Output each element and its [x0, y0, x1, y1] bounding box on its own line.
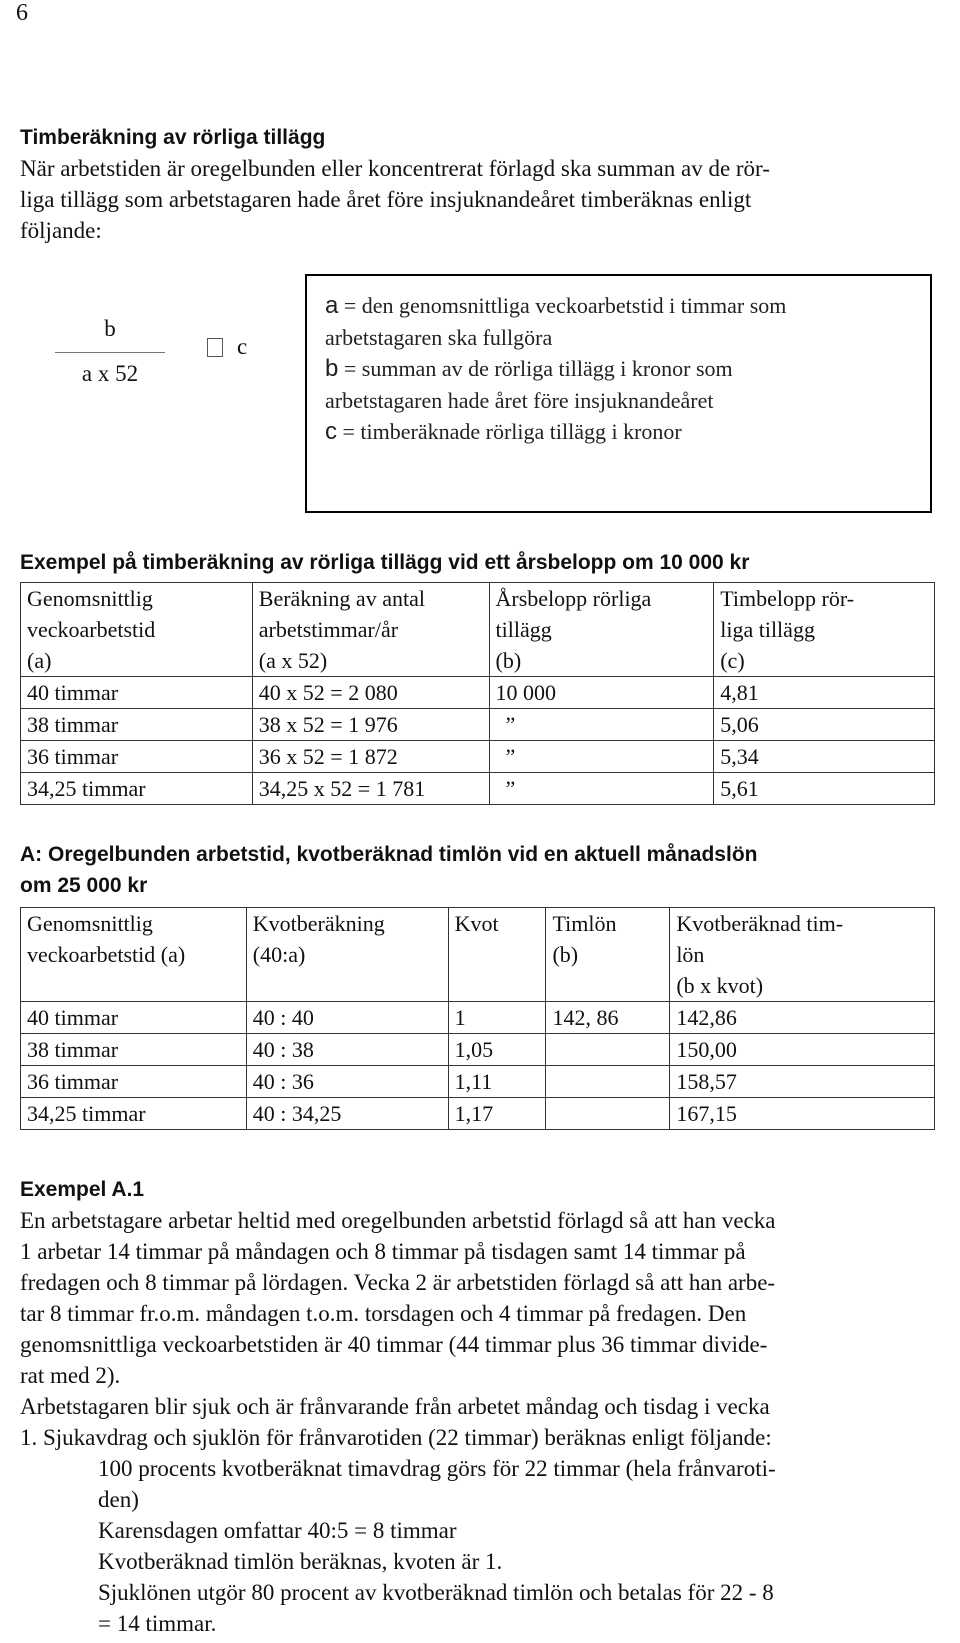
- body-line: 1 arbetar 14 timmar på måndagen och 8 timmar på tisdagen samt 14 timmar på: [20, 1239, 746, 1264]
- table-cell: 5,06: [714, 709, 935, 741]
- definition-a-cont: arbetstagaren ska fullgöra: [325, 324, 553, 350]
- example-heading: Exempel A.1: [20, 1178, 145, 1201]
- table-row: [21, 1034, 935, 1066]
- body-line: genomsnittliga veckoarbetstiden är 40 timmar (44 timmar plus 36 timmar divide-: [20, 1332, 768, 1357]
- table-header-cell: Timbelopp rör- liga tillägg (c): [714, 583, 935, 677]
- table-row: [21, 1066, 935, 1098]
- formula-result: [207, 334, 247, 360]
- body-line: tar 8 timmar fr.o.m. måndagen t.o.m. torsdagen och 4 timmar på fredagen. Den: [20, 1301, 747, 1326]
- table-cell: 1,11: [448, 1066, 546, 1098]
- table-cell: [546, 1034, 670, 1066]
- intro-line: När arbetstiden är oregelbunden eller koncentrerat förlagd ska summan av de rör-: [20, 156, 770, 181]
- table-cell: 36 timmar: [21, 741, 253, 773]
- table-cell: 1,17: [448, 1098, 546, 1130]
- intro-line: liga tillägg som arbetstagaren hade året före insjuknandeåret timberäknas enligt: [20, 187, 752, 212]
- table-header-cell: Kvotberäknad tim- lön (b x kvot): [670, 908, 935, 1002]
- table-row: [21, 677, 935, 709]
- table-row: [21, 1098, 935, 1130]
- table-cell: 36 timmar: [21, 1066, 247, 1098]
- table-cell: 40 : 34,25: [246, 1098, 448, 1130]
- table-cell: 5,61: [714, 773, 935, 805]
- table-cell: 36 x 52 = 1 872: [252, 741, 489, 773]
- table-cell: 40 timmar: [21, 1002, 247, 1034]
- table-cell: 5,34: [714, 741, 935, 773]
- indented-line: = 14 timmar.: [98, 1611, 217, 1636]
- formula-denominator: a x 52: [81, 361, 139, 386]
- table-row: [21, 709, 935, 741]
- formula-fraction: [55, 314, 165, 389]
- table-row: [21, 773, 935, 805]
- body-line: Arbetstagaren blir sjuk och är frånvarande från arbetet måndag och tisdag i vecka: [20, 1394, 770, 1419]
- formula-result-var: c: [237, 334, 248, 359]
- table-cell: 38 timmar: [21, 1034, 247, 1066]
- table-header-row: [21, 583, 935, 677]
- table-header-cell: Genomsnittlig veckoarbetstid (a): [21, 583, 253, 677]
- table-cell: 10 000: [489, 677, 714, 709]
- table-header-cell: Genomsnittlig veckoarbetstid (a): [21, 908, 247, 1002]
- approx-symbol-icon: [207, 338, 223, 357]
- definition-a: a = den genomsnittliga veckoarbetstid i timmar som: [325, 292, 787, 319]
- definitions-box: [305, 274, 932, 513]
- formula-numerator: b: [104, 316, 116, 341]
- table-cell: 142,86: [670, 1002, 935, 1034]
- table-header-cell: Kvotberäkning (40:a): [246, 908, 448, 1002]
- table-cell: 167,15: [670, 1098, 935, 1130]
- table-header-cell: Timlön (b): [546, 908, 670, 1002]
- table-cell: 40 : 36: [246, 1066, 448, 1098]
- intro-line: följande:: [20, 218, 102, 243]
- table-cell: ”: [489, 741, 714, 773]
- example-table: [20, 582, 935, 805]
- table-cell: 38 x 52 = 1 976: [252, 709, 489, 741]
- table-header-cell: Kvot: [448, 908, 546, 1002]
- table-cell: ”: [489, 709, 714, 741]
- table-cell: 34,25 timmar: [21, 773, 253, 805]
- indented-line: Kvotberäknad timlön beräknas, kvoten är 1.: [98, 1549, 503, 1574]
- page-content: [20, 122, 935, 1639]
- indented-line: Karensdagen omfattar 40:5 = 8 timmar: [98, 1518, 457, 1543]
- table-cell: 40 : 40: [246, 1002, 448, 1034]
- table-cell: [546, 1098, 670, 1130]
- table-cell: 40 : 38: [246, 1034, 448, 1066]
- table-cell: 1: [448, 1002, 546, 1034]
- body-line: En arbetstagare arbetar heltid med oregelbunden arbetstid förlagd så att han vecka: [20, 1208, 776, 1233]
- table-row: [21, 1002, 935, 1034]
- section-heading: A: Oregelbunden arbetstid, kvotberäknad timlön vid en aktuell månadslön: [20, 843, 758, 866]
- example-heading: Exempel på timberäkning av rörliga tillägg vid ett årsbelopp om 10 000 kr: [20, 551, 750, 574]
- fraction-bar: [55, 352, 165, 353]
- page-number: 6: [16, 0, 28, 26]
- table-cell: 40 timmar: [21, 677, 253, 709]
- table-cell: 34,25 x 52 = 1 781: [252, 773, 489, 805]
- body-line: 1. Sjukavdrag och sjuklön för frånvarotiden (22 timmar) beräknas enligt följande:: [20, 1425, 772, 1450]
- table-cell: 38 timmar: [21, 709, 253, 741]
- body-line: fredagen och 8 timmar på lördagen. Vecka 2 är arbetstiden förlagd så att han arbe-: [20, 1270, 776, 1295]
- table-header-row: [21, 908, 935, 1002]
- table-cell: 34,25 timmar: [21, 1098, 247, 1130]
- indented-line: Sjuklönen utgör 80 procent av kvotberäknad timlön och betalas för 22 - 8: [98, 1580, 774, 1605]
- section-heading-cont: om 25 000 kr: [20, 874, 148, 897]
- table-cell: 158,57: [670, 1066, 935, 1098]
- indented-line: 100 procents kvotberäknat timavdrag görs för 22 timmar (hela frånvaroti-: [98, 1456, 776, 1481]
- table-header-cell: Årsbelopp rörliga tillägg (b): [489, 583, 714, 677]
- definition-c: c = timberäknade rörliga tillägg i kronor: [325, 418, 682, 445]
- section-heading: Timberäkning av rörliga tillägg: [20, 126, 326, 149]
- body-line: rat med 2).: [20, 1363, 121, 1388]
- definition-b-cont: arbetstagaren hade året före insjuknandeåret: [325, 387, 714, 413]
- table-row: [21, 741, 935, 773]
- table-cell: [546, 1066, 670, 1098]
- table-cell: 142, 86: [546, 1002, 670, 1034]
- table-cell: 150,00: [670, 1034, 935, 1066]
- formula: [20, 274, 935, 517]
- quota-table: [20, 907, 935, 1130]
- table-cell: 1,05: [448, 1034, 546, 1066]
- indented-line: den): [98, 1487, 139, 1512]
- table-header-cell: Beräkning av antal arbetstimmar/år (a x 52): [252, 583, 489, 677]
- table-cell: 40 x 52 = 2 080: [252, 677, 489, 709]
- table-cell: ”: [489, 773, 714, 805]
- definition-b: b = summan av de rörliga tillägg i kronor som: [325, 355, 733, 382]
- table-cell: 4,81: [714, 677, 935, 709]
